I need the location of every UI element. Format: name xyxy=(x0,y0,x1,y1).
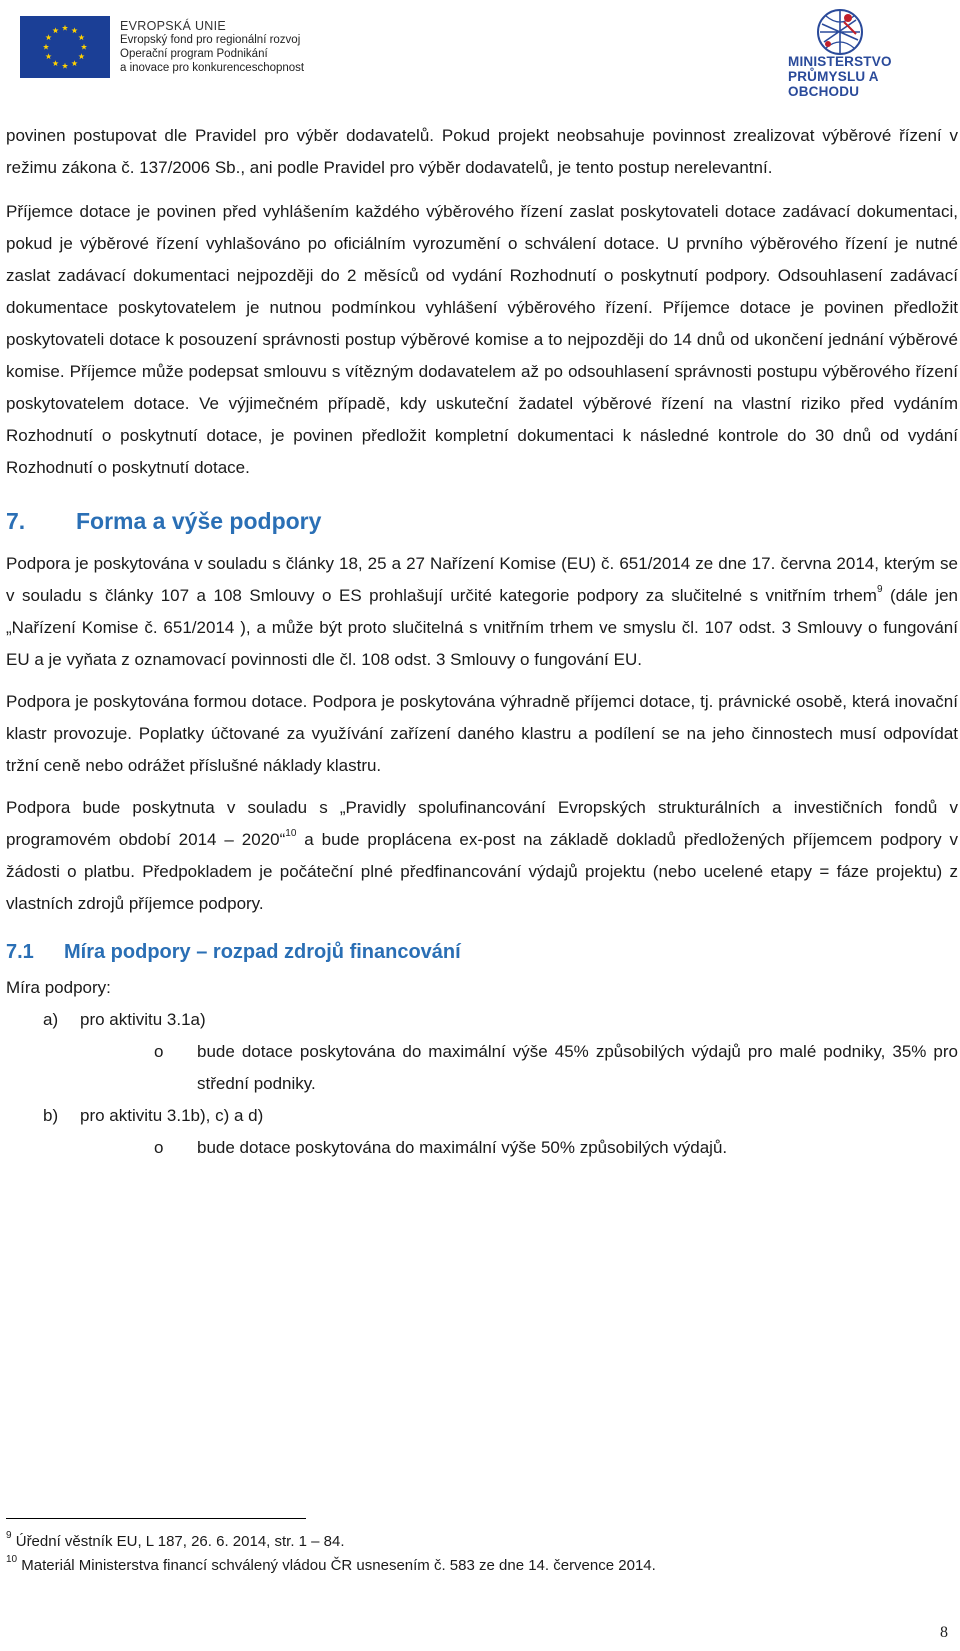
section-number: 7.1 xyxy=(6,941,34,963)
ministry-globe-icon xyxy=(778,4,938,56)
eu-star-icon xyxy=(62,63,68,69)
list-item xyxy=(6,1004,958,1036)
footnote-number: 10 xyxy=(6,1554,18,1565)
footnote-ref: 10 xyxy=(285,828,297,840)
section-heading-7 xyxy=(6,504,958,538)
sub-list-item-text: bude dotace poskytována do maximální výše 50% způsobilých výdajů. xyxy=(197,1138,728,1157)
eu-flag-icon xyxy=(20,16,110,78)
sub-list-item xyxy=(6,1132,958,1164)
list-marker: a) xyxy=(43,1010,59,1029)
list-item xyxy=(6,1100,958,1132)
ministry-logo xyxy=(778,4,938,99)
paragraph-continuation: povinen postupovat dle Pravidel pro výběr dodavatelů. Pokud projekt neobsahuje povinnost zrealizovat výběrové řízení v režimu zákona č. 137/2006 Sb., ani podle Pravidel pro výběr dodavatelů, je tento postup nerelevantní. xyxy=(6,126,958,177)
eu-star-icon xyxy=(81,44,87,50)
paragraph-form-of-support: Podpora je poskytována formou dotace. Podpora je poskytována výhradně příjemci dotace, tj. právnické osobě, která inovační klastr provozuje. Poplatky účtované za využívání zařízení daného klastru a podílení se na jeho činnostech musí odpovídat tržní ceně nebo odrážet příslušné náklady klastru. xyxy=(6,692,958,775)
support-rate-list xyxy=(6,1004,958,1164)
footnote-text: Materiál Ministerstva financí schválený vládou ČR usnesením č. 583 ze dne 14. července 2014. xyxy=(17,1557,656,1574)
eu-star-icon xyxy=(78,53,84,59)
eu-logo-text xyxy=(120,19,304,75)
eu-star-icon xyxy=(78,34,84,40)
eu-star-icon xyxy=(43,44,49,50)
eu-star-icon xyxy=(62,25,68,31)
bullet-o-icon: o xyxy=(154,1138,164,1157)
list-marker: b) xyxy=(43,1106,59,1125)
footnote-number: 9 xyxy=(6,1530,12,1541)
ministry-logo-line1: MINISTERSTVO xyxy=(788,54,892,69)
eu-logo-title: EVROPSKÁ UNIE xyxy=(120,19,227,33)
sub-list-item-text: bude dotace poskytována do maximální výše 45% způsobilých výdajů pro malé podniky, 35% pro střední podniky. xyxy=(197,1042,958,1093)
eu-star-icon xyxy=(52,27,58,33)
footnote-text: Úřední věstník EU, L 187, 26. 6. 2014, str. 1 – 84. xyxy=(11,1533,345,1550)
eu-logo-line1: Evropský fond pro regionální rozvoj xyxy=(120,34,301,46)
eu-star-icon xyxy=(71,60,77,66)
eu-logo xyxy=(20,14,304,80)
support-rate-label: Míra podpory: xyxy=(6,978,111,997)
paragraph-text: (dále jen „Nařízení Komise č. 651/2014 ), a může být proto slučitelná s vnitřním trhem ve smyslu čl. 107 odst. 3 Smlouvy o fungování EU a je vyňata z oznamovací povinnosti dle čl. 108 odst. 3 Smlouvy o fungování EU. xyxy=(6,586,959,669)
eu-star-icon xyxy=(71,27,77,33)
paragraph-text: Podpora je poskytována v souladu s články 18, 25 a 27 Nařízení Komise (EU) č. 651/2014 ze dne 17. června 2014, kterým se v souladu s články 107 a 108 Smlouvy o ES prohlašují určité kategorie podpory za slučitelné s vnitřním trhem xyxy=(6,554,958,605)
ministry-logo-text xyxy=(788,54,938,99)
list-item-text: pro aktivitu 3.1a) xyxy=(80,1010,206,1029)
section-number: 7. xyxy=(6,508,26,534)
ministry-logo-line2: PRŮMYSLU A OBCHODU xyxy=(788,69,879,99)
footnote-separator xyxy=(6,1518,306,1519)
page-number: 8 xyxy=(940,1624,948,1641)
eu-star-icon xyxy=(46,53,52,59)
sub-list-item xyxy=(6,1036,958,1100)
footnote xyxy=(6,1530,656,1554)
paragraph-cofinancing xyxy=(6,792,958,920)
eu-star-icon xyxy=(46,34,52,40)
list-item-text: pro aktivitu 3.1b), c) a d) xyxy=(80,1106,264,1125)
paragraph-tender-docs: Příjemce dotace je povinen před vyhlášením každého výběrového řízení zaslat poskytovateli dotace zadávací dokumentaci, pokud je výběrové řízení vyhlašováno po oficiálním vyrozumění o schválení dotace. U prvního výběrového řízení je nutné zaslat zadávací dokumentaci nejpozději do 2 měsíců od vydání Rozhodnutí o poskytnutí podpory. Odsouhlasení zadávací dokumentace poskytovatelem je nutnou podmínkou vyhlášení výběrového řízení. Příjemce dotace je povinen předložit poskytovateli dotace k posouzení správnosti postup výběrové komise a to nejpozději do 14 dnů od ukončení jednání výběrové komise. Příjemce může podepsat smlouvu s vítězným dodavatelem až po odsouhlasení správnosti postupu výběrového řízení poskytovatelem dotace. Ve výjimečném případě, kdy uskuteční žadatel výběrové řízení na vlastní riziko před vydáním Rozhodnutí o poskytnutí dotace, je povinen předložit kompletní dokumentaci k následné kontrole do 30 dnů od vydání Rozhodnutí o poskytnutí dotace. xyxy=(6,202,958,477)
eu-logo-line3: a inovace pro konkurenceschopnost xyxy=(120,62,305,74)
section-heading-7-1 xyxy=(6,936,958,968)
paragraph-text: Podpora bude poskytnuta v souladu s „Pravidly spolufinancování Evropských strukturálních a investičních fondů v programovém období 2014 – 2020“ xyxy=(6,798,958,849)
document-body xyxy=(6,120,958,1164)
paragraph-legal-basis xyxy=(6,548,958,676)
section-title: Míra podpory – rozpad zdrojů financování xyxy=(64,941,461,963)
paragraph-text: a bude proplácena ex-post na základě dokladů předložených příjemcem podpory v žádosti o platbu. Předpokladem je počáteční plné předfinancování výdajů projektu (nebo ucelené etapy = fáze projektu) z vlastních zdrojů příjemce podpory. xyxy=(6,830,958,913)
bullet-o-icon: o xyxy=(154,1042,164,1061)
eu-logo-line2: Operační program Podnikání xyxy=(120,48,268,60)
footnote xyxy=(6,1554,656,1578)
eu-star-icon xyxy=(52,60,58,66)
footnotes xyxy=(6,1530,656,1578)
section-title: Forma a výše podpory xyxy=(76,508,322,534)
footnote-ref: 9 xyxy=(876,584,883,596)
